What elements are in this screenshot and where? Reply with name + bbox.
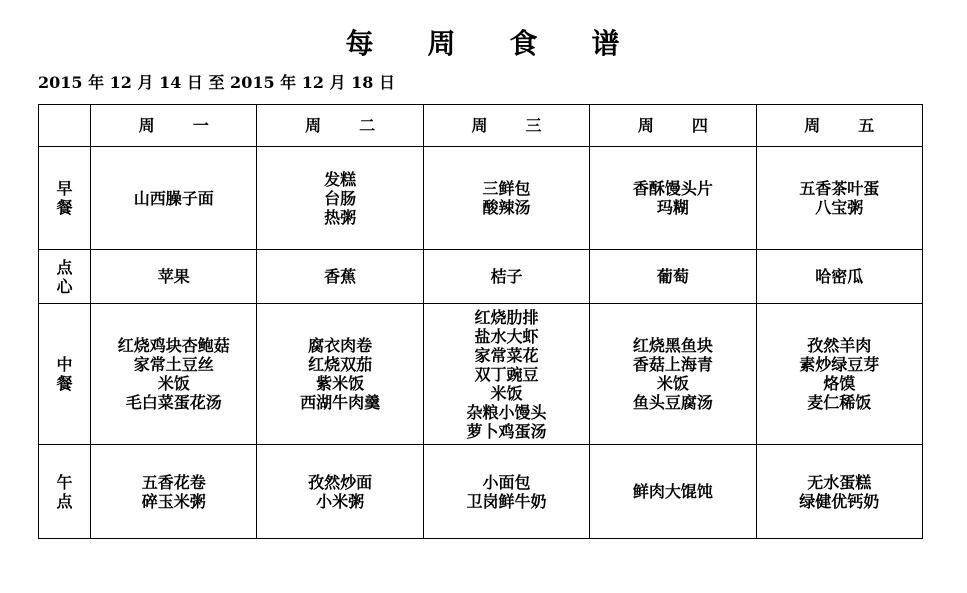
day-header-text: 周 — [471, 116, 488, 135]
dish-item: 红烧鸡块杏鲍菇 — [117, 336, 230, 355]
dish-item: 盐水大虾 — [474, 326, 539, 346]
meal-label — [39, 147, 91, 250]
dish-item: 鲜肉大馄饨 — [632, 482, 713, 501]
dish-item: 卫岗鲜牛奶 — [466, 491, 547, 511]
dish-item: 孜然羊肉 — [807, 336, 872, 355]
dish-item: 山西臊子面 — [133, 188, 214, 208]
day-header-text: 四 — [691, 116, 708, 135]
menu-cell — [257, 147, 423, 250]
menu-cell — [756, 445, 922, 539]
menu-cell — [756, 304, 922, 445]
corner-cell — [39, 105, 91, 147]
day-header-text: 五 — [858, 116, 875, 135]
meal-label — [39, 304, 91, 445]
dish-item: 家常菜花 — [474, 345, 539, 365]
dish-item: 哈密瓜 — [815, 267, 864, 286]
menu-cell — [257, 250, 423, 304]
dish-item: 鱼头豆腐汤 — [632, 393, 713, 412]
dish-item: 米饭 — [656, 374, 689, 393]
dish-item: 烙馍 — [823, 374, 856, 393]
dish-item: 发糕 — [324, 169, 357, 189]
meal-label-char: 餐 — [56, 198, 73, 217]
menu-cell — [423, 304, 589, 445]
day-header-text: 周 — [804, 116, 821, 135]
date-range: 2015 年 12 月 14 日 至 2015 年 12 月 18 日 — [38, 73, 395, 92]
dish-item: 台肠 — [324, 188, 357, 208]
menu-cell — [423, 147, 589, 250]
dish-item: 双丁豌豆 — [474, 364, 539, 384]
title-char: 食 — [509, 27, 540, 60]
menu-cell — [756, 250, 922, 304]
meal-row-breakfast — [39, 147, 923, 250]
menu-cell — [590, 250, 756, 304]
meal-row-afternoon — [39, 445, 923, 539]
day-header-text: 周 — [305, 116, 322, 135]
dish-item: 家常土豆丝 — [133, 355, 214, 374]
menu-cell — [91, 445, 257, 539]
dish-item: 素炒绿豆芽 — [799, 355, 880, 374]
dish-item: 碎玉米粥 — [141, 491, 206, 511]
menu-cell — [91, 147, 257, 250]
header-row — [39, 105, 923, 147]
day-header-thu — [590, 105, 756, 147]
meal-label-char: 点 — [56, 257, 73, 277]
meal-label — [39, 250, 91, 304]
dish-item: 热粥 — [324, 207, 357, 227]
dish-item: 紫米饭 — [316, 374, 365, 393]
day-header-text: 三 — [525, 116, 542, 135]
meal-label-char: 心 — [56, 276, 73, 296]
dish-item: 杂粮小馒头 — [466, 402, 547, 422]
day-header-text: 周 — [138, 116, 155, 135]
dish-item: 八宝粥 — [815, 198, 864, 217]
dish-item: 小面包 — [482, 472, 531, 492]
meal-label-char: 午 — [56, 472, 73, 492]
dish-item: 五香茶叶蛋 — [799, 179, 880, 198]
meal-label-char: 早 — [56, 179, 73, 198]
day-header-text: 一 — [192, 116, 209, 135]
meal-row-lunch — [39, 304, 923, 445]
dish-item: 葡萄 — [656, 267, 689, 286]
meal-label-char: 餐 — [56, 374, 73, 393]
dish-item: 米饭 — [157, 374, 190, 393]
menu-cell — [91, 250, 257, 304]
menu-cell — [590, 147, 756, 250]
dish-item: 麦仁稀饭 — [807, 393, 872, 412]
dish-item: 五香花卷 — [141, 472, 206, 492]
dish-item: 红烧双茄 — [308, 355, 373, 374]
menu-cell — [423, 250, 589, 304]
menu-cell — [590, 304, 756, 445]
page-title — [0, 22, 967, 62]
dish-item: 米饭 — [490, 383, 523, 403]
dish-item: 酸辣汤 — [482, 198, 531, 217]
dish-item: 小米粥 — [316, 491, 365, 511]
day-header-mon — [91, 105, 257, 147]
dish-item: 香蕉 — [324, 267, 357, 286]
menu-cell — [91, 304, 257, 445]
dish-item: 红烧黑鱼块 — [632, 336, 713, 355]
dish-item: 无水蛋糕 — [807, 472, 872, 492]
dish-item: 萝卜鸡蛋汤 — [466, 421, 547, 441]
title-char: 每 — [345, 27, 376, 60]
dish-item: 绿健优钙奶 — [799, 491, 880, 511]
weekly-menu-table — [38, 104, 923, 539]
day-header-text: 周 — [637, 116, 654, 135]
day-header-tue — [257, 105, 423, 147]
dish-item: 三鲜包 — [482, 179, 531, 198]
title-char: 谱 — [591, 27, 622, 60]
dish-item: 西湖牛肉羹 — [300, 393, 381, 412]
meal-label-char: 中 — [56, 355, 73, 374]
meal-label — [39, 445, 91, 539]
dish-item: 玛糊 — [656, 198, 689, 217]
dish-item: 腐衣肉卷 — [308, 336, 373, 355]
dish-item: 苹果 — [157, 267, 190, 286]
meal-row-snack — [39, 250, 923, 304]
menu-cell — [423, 445, 589, 539]
day-header-wed — [423, 105, 589, 147]
menu-cell — [257, 304, 423, 445]
dish-item: 红烧肋排 — [474, 307, 539, 327]
menu-cell — [756, 147, 922, 250]
meal-label-char: 点 — [56, 491, 73, 511]
day-header-fri — [756, 105, 922, 147]
day-header-text: 二 — [359, 116, 376, 135]
dish-item: 香酥馒头片 — [632, 179, 713, 198]
title-char: 周 — [427, 27, 458, 60]
menu-cell — [257, 445, 423, 539]
dish-item: 毛白菜蛋花汤 — [125, 393, 222, 412]
menu-cell — [590, 445, 756, 539]
dish-item: 桔子 — [490, 267, 523, 286]
dish-item: 香菇上海青 — [632, 355, 713, 374]
dish-item: 孜然炒面 — [308, 472, 373, 492]
